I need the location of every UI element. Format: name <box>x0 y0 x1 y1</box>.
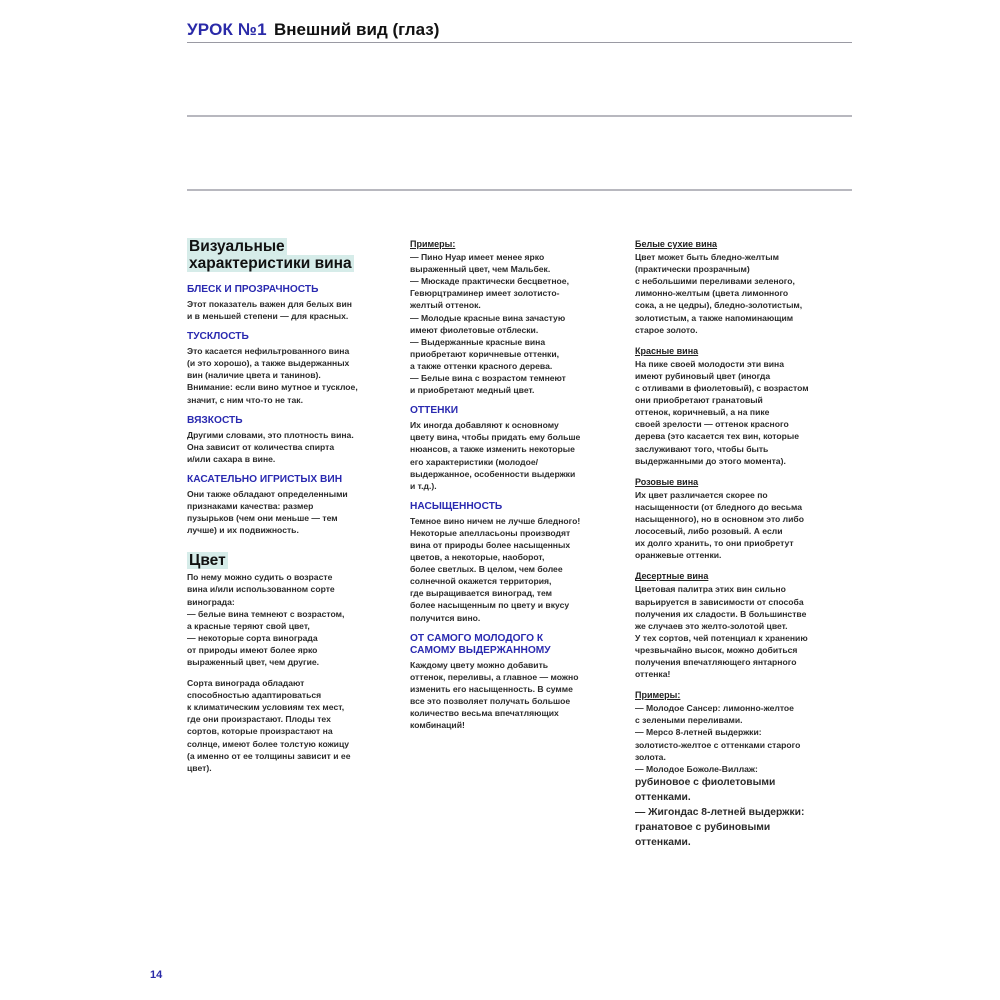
heading-dullness: ТУСКЛОСТЬ <box>187 331 249 343</box>
heading-sparkling: КАСАТЕЛЬНО ИГРИСТЫХ ВИН <box>187 473 343 485</box>
text-red: На пике своей молодости эти вина имеют рубиновый цвет (иногда с отливами в фиолетовый), с возрастом они приобретают гранатовый оттенок, коричневый, а на пике своей зрелости — оттенок красного дерева (это касается тех вин, которые заслуживают того, чтобы быть выдержанными до этого момента). <box>635 358 809 466</box>
heading-examples-mid: Примеры: <box>410 239 456 249</box>
column-left <box>187 238 397 783</box>
notes-line-1 <box>187 115 852 117</box>
text-dullness: Это касается нефильтрованного вина (и это хорошо), а также выдержанных вин (наличие цвета и танинов). Внимание: если вино мутное и тусклое, значит, с ним что-то не так. <box>187 346 358 405</box>
text-sparkling: Они также обладают определенными признаками качества: размер пузырьков (чем они меньше — тем лучше) и их подвижность. <box>187 488 348 536</box>
header-rule <box>187 42 852 43</box>
text-dessert: Цветовая палитра этих вин сильно варьируется в зависимости от способа получения их сладости. В большинстве же случаев это желто-золотой цвет. У тех сортов, чей потенциал к хранению чрезвычайно высок, можно добиться получения впечатляющего янтарного оттенка! <box>635 584 808 680</box>
heading-shades: ОТТЕНКИ <box>410 405 459 417</box>
heading-red: Красные вина <box>635 345 699 356</box>
text-young-to-aged: Каждому цвету можно добавить оттенок, переливы, а главное — можно изменить его насыщенность. В сумме все это позволяет получать большое количество весьма впечатляющих комбинаций! <box>410 659 579 731</box>
text-color-2: Сорта винограда обладают способностью адаптироваться к климатическим условиям тех мест, где они произрастают. Плоды тех сортов, которые произрастают на солнце, имеют более толстую кожицу (а именно от ее толщины зависит и ее цвет). <box>187 678 351 773</box>
text-examples-mid: — Пино Нуар имеет менее ярко выраженный цвет, чем Мальбек. — Мюскаде практически бесцветное, Гевюрцтраминер имеет золотисто- желтый оттенок. — Молодые красные вина зачастую имеют фиолетовые отблески. — Выдержанные красные вина приобретают коричневые оттенки, а также оттенки красного дерева. — Белые вина с возрастом темнеют и приобретают медный цвет. <box>410 252 569 396</box>
section-title-visual: Визуальные характеристики вина <box>189 238 352 272</box>
heading-clarity: БЛЕСК И ПРОЗРАЧНОСТЬ <box>187 284 319 295</box>
text-saturation: Темное вино ничем не лучше бледного! Некоторые апелласьоны производят вина от природы более насыщенных цветов, а некоторые, наоборот, более светлых. В целом, чем более солнечной окажется территория, где выращивается виноград, тем более насыщенным по цвету и вкусу получится вино. <box>410 515 581 623</box>
page-number: 14 <box>150 969 163 981</box>
heading-white-dry: Белые сухие вина <box>635 239 718 249</box>
column-middle <box>410 238 622 740</box>
heading-rose: Розовые вина <box>635 476 699 487</box>
text-rose: Их цвет различается скорее по насыщенности (от бледного до весьма насыщенного), но в основном это либо лососевый, либо розовый. А если их долго хранить, то они приобретут оранжевые оттенки. <box>635 489 804 561</box>
lesson-title: Внешний вид (глаз) <box>274 20 440 39</box>
text-examples-right-large: рубиновое с фиолетовыми оттенками. — Жигондас 8-летней выдержки: гранатовое с рубиновыми оттенками. <box>635 776 805 848</box>
heading-viscosity: ВЯЗКОСТЬ <box>187 414 243 426</box>
text-white-dry: Цвет может быть бледно-желтым (практически прозрачным) с небольшими переливами зеленого, лимонно-желтым (цвета лимонного сока, а не цедры), бледно-золотистым, золотистым, а также напоминающим старое золото. <box>635 252 803 335</box>
heading-young-to-aged: ОТ САМОГО МОЛОДОГО К САМОМУ ВЫДЕРЖАННОМУ <box>410 632 551 656</box>
text-color-1: По нему можно судить о возрасте вина и/или использованном сорте винограда: — белые вина темнеют с возрастом, а красные теряют свой цвет, — некоторые сорта винограда от природы имеют более ярко выраженный цвет, чем другие. <box>187 572 345 667</box>
notes-line-2 <box>187 189 852 191</box>
text-shades: Их иногда добавляют к основному цвету вина, чтобы придать ему больше нюансов, а также изменить некоторые его характеристики (молодое/ выдержанное, особенности выдержки и т.д.). <box>410 420 581 491</box>
heading-saturation: НАСЫЩЕННОСТЬ <box>410 500 503 512</box>
lesson-number: УРОК №1 <box>187 20 267 39</box>
text-clarity: Этот показатель важен для белых вин и в меньшей степени — для красных. <box>187 299 352 322</box>
column-right <box>635 238 853 859</box>
heading-examples-right: Примеры: <box>635 690 681 701</box>
text-viscosity: Другими словами, это плотность вина. Она зависит от количества спирта и/или сахара в вине. <box>187 429 354 464</box>
section-title-color: Цвет <box>189 552 226 570</box>
text-examples-right: — Молодое Сансер: лимонно-желтое с зелеными переливами. — Мерсо 8-летней выдержки: золотисто-желтое с оттенками старого золота. — Молодое Божоле-Виллаж: <box>635 703 801 774</box>
lesson-header <box>187 20 852 44</box>
heading-dessert: Десертные вина <box>635 571 709 582</box>
